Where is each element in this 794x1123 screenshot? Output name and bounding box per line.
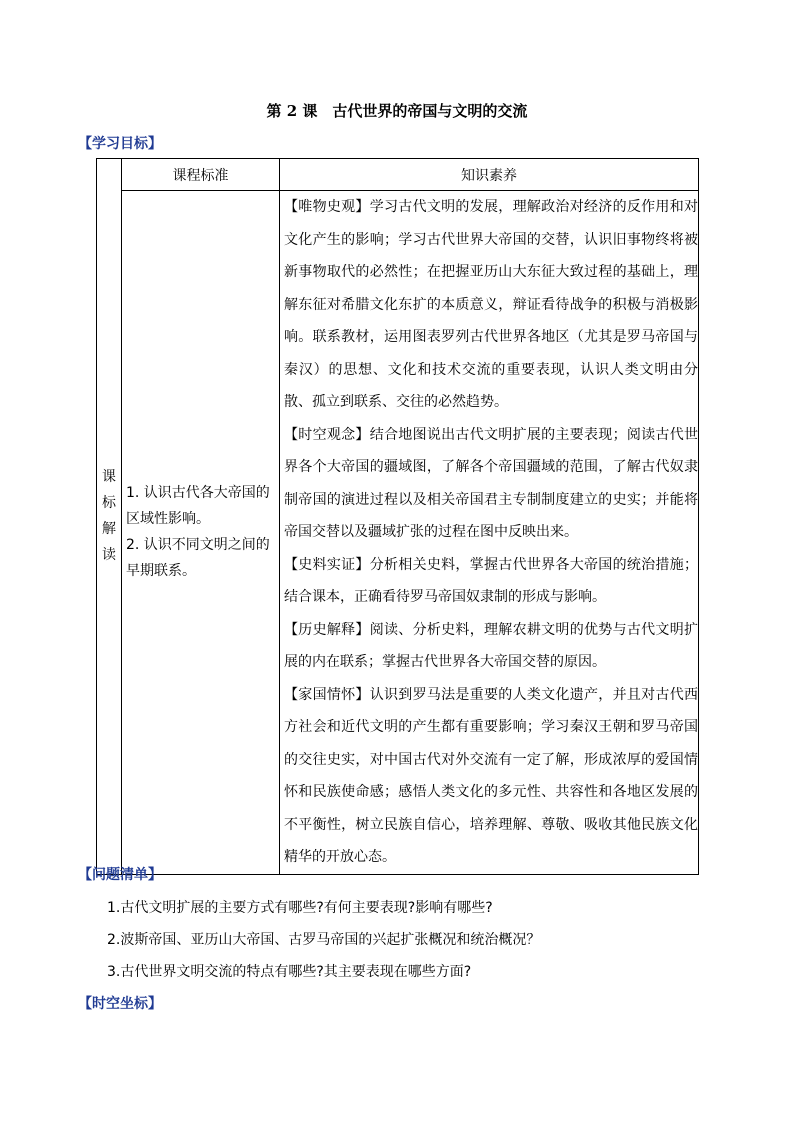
row-label-char: 课	[102, 469, 116, 486]
col-header-literacy: 知识素养	[280, 159, 699, 191]
literacy-text: 学习古代文明的发展，理解政治对经济的反作用和对文化产生的影响；学习古代世界大帝国的交替，认识旧事物终将被新事物取代的必然性；在把握亚历山大东征大致过程的基础上，理解东征对希腊文化东扩的本质意义，辩证看待战争的积极与消极影响。联系教材，运用图表罗列古代世界各地区（尤其是罗马帝国与秦汉）的思想、文化和技术交流的重要表现，认识人类文明由分散、孤立到联系、交往的必然趋势。	[284, 199, 699, 410]
col-header-standard: 课程标准	[122, 159, 280, 191]
row-label-cell	[97, 159, 122, 875]
literacy-text: 结合地图说出古代文明扩展的主要表现；阅读古代世界各个大帝国的疆域图，了解各个帝国疆域的范围，了解古代奴隶制帝国的演进过程以及相关帝国君主专制制度建立的史实；并能将帝国交替以及疆域扩张的过程在图中反映出来。	[284, 426, 699, 540]
page-title: 第 2 课 古代世界的帝国与文明的交流	[266, 102, 528, 120]
row-label-char: 解	[102, 521, 116, 538]
literacy-item	[284, 614, 698, 679]
literacy-item	[284, 419, 698, 549]
literacy-tag: 【时空观念】	[284, 426, 370, 443]
standards-cell	[122, 191, 280, 875]
section-objectives-label: 学习目标	[92, 136, 148, 152]
literacy-item	[284, 191, 698, 419]
standard-item: 1. 认识古代各大帝国的区域性影响。	[126, 485, 270, 528]
section-questions-label: 问题清单	[92, 867, 148, 883]
literacy-cell	[280, 191, 699, 875]
row-label-char: 读	[102, 547, 116, 564]
literacy-text: 分析相关史料，掌握古代世界各大帝国的统治措施；结合课本，正确看待罗马帝国奴隶制的形成与影响。	[284, 556, 699, 605]
literacy-item	[284, 679, 698, 874]
standard-item: 2. 认识不同文明之间的早期联系。	[126, 537, 270, 580]
question-item: 3.古代世界文明交流的特点有哪些?其主要表现在哪些方面?	[107, 964, 472, 980]
literacy-item	[284, 549, 698, 614]
section-timeline: 【时空坐标】	[78, 996, 162, 1012]
section-questions: 【问题清单】	[78, 867, 162, 883]
literacy-text: 阅读、分析史料，理解农耕文明的优势与古代文明扩展的内在联系；掌握古代世界各大帝国交替的原因。	[284, 621, 699, 670]
literacy-tag: 【历史解释】	[284, 621, 370, 638]
literacy-tag: 【唯物史观】	[284, 199, 370, 215]
objectives-table	[96, 158, 699, 875]
section-timeline-label: 时空坐标	[92, 996, 148, 1012]
literacy-tag: 【家国情怀】	[284, 686, 370, 703]
question-item: 1.古代文明扩展的主要方式有哪些?有何主要表现?影响有哪些?	[107, 900, 493, 916]
row-label-char: 标	[102, 495, 116, 512]
section-objectives: 【学习目标】	[78, 136, 162, 152]
literacy-tag: 【史料实证】	[284, 556, 370, 573]
literacy-text: 认识到罗马法是重要的人类文化遗产，并且对古代西方社会和近代文明的产生都有重要影响；学习秦汉王朝和罗马帝国的交往史实，对中国古代对外交流有一定了解，形成浓厚的爱国情怀和民族使命感；感悟人类文化的多元性、共容性和各地区发展的不平衡性，树立民族自信心，培养理解、尊敬、吸收其他民族文化精华的开放心态。	[284, 686, 699, 865]
question-item: 2.波斯帝国、亚历山大帝国、古罗马帝国的兴起扩张概况和统治概况？	[107, 932, 541, 948]
